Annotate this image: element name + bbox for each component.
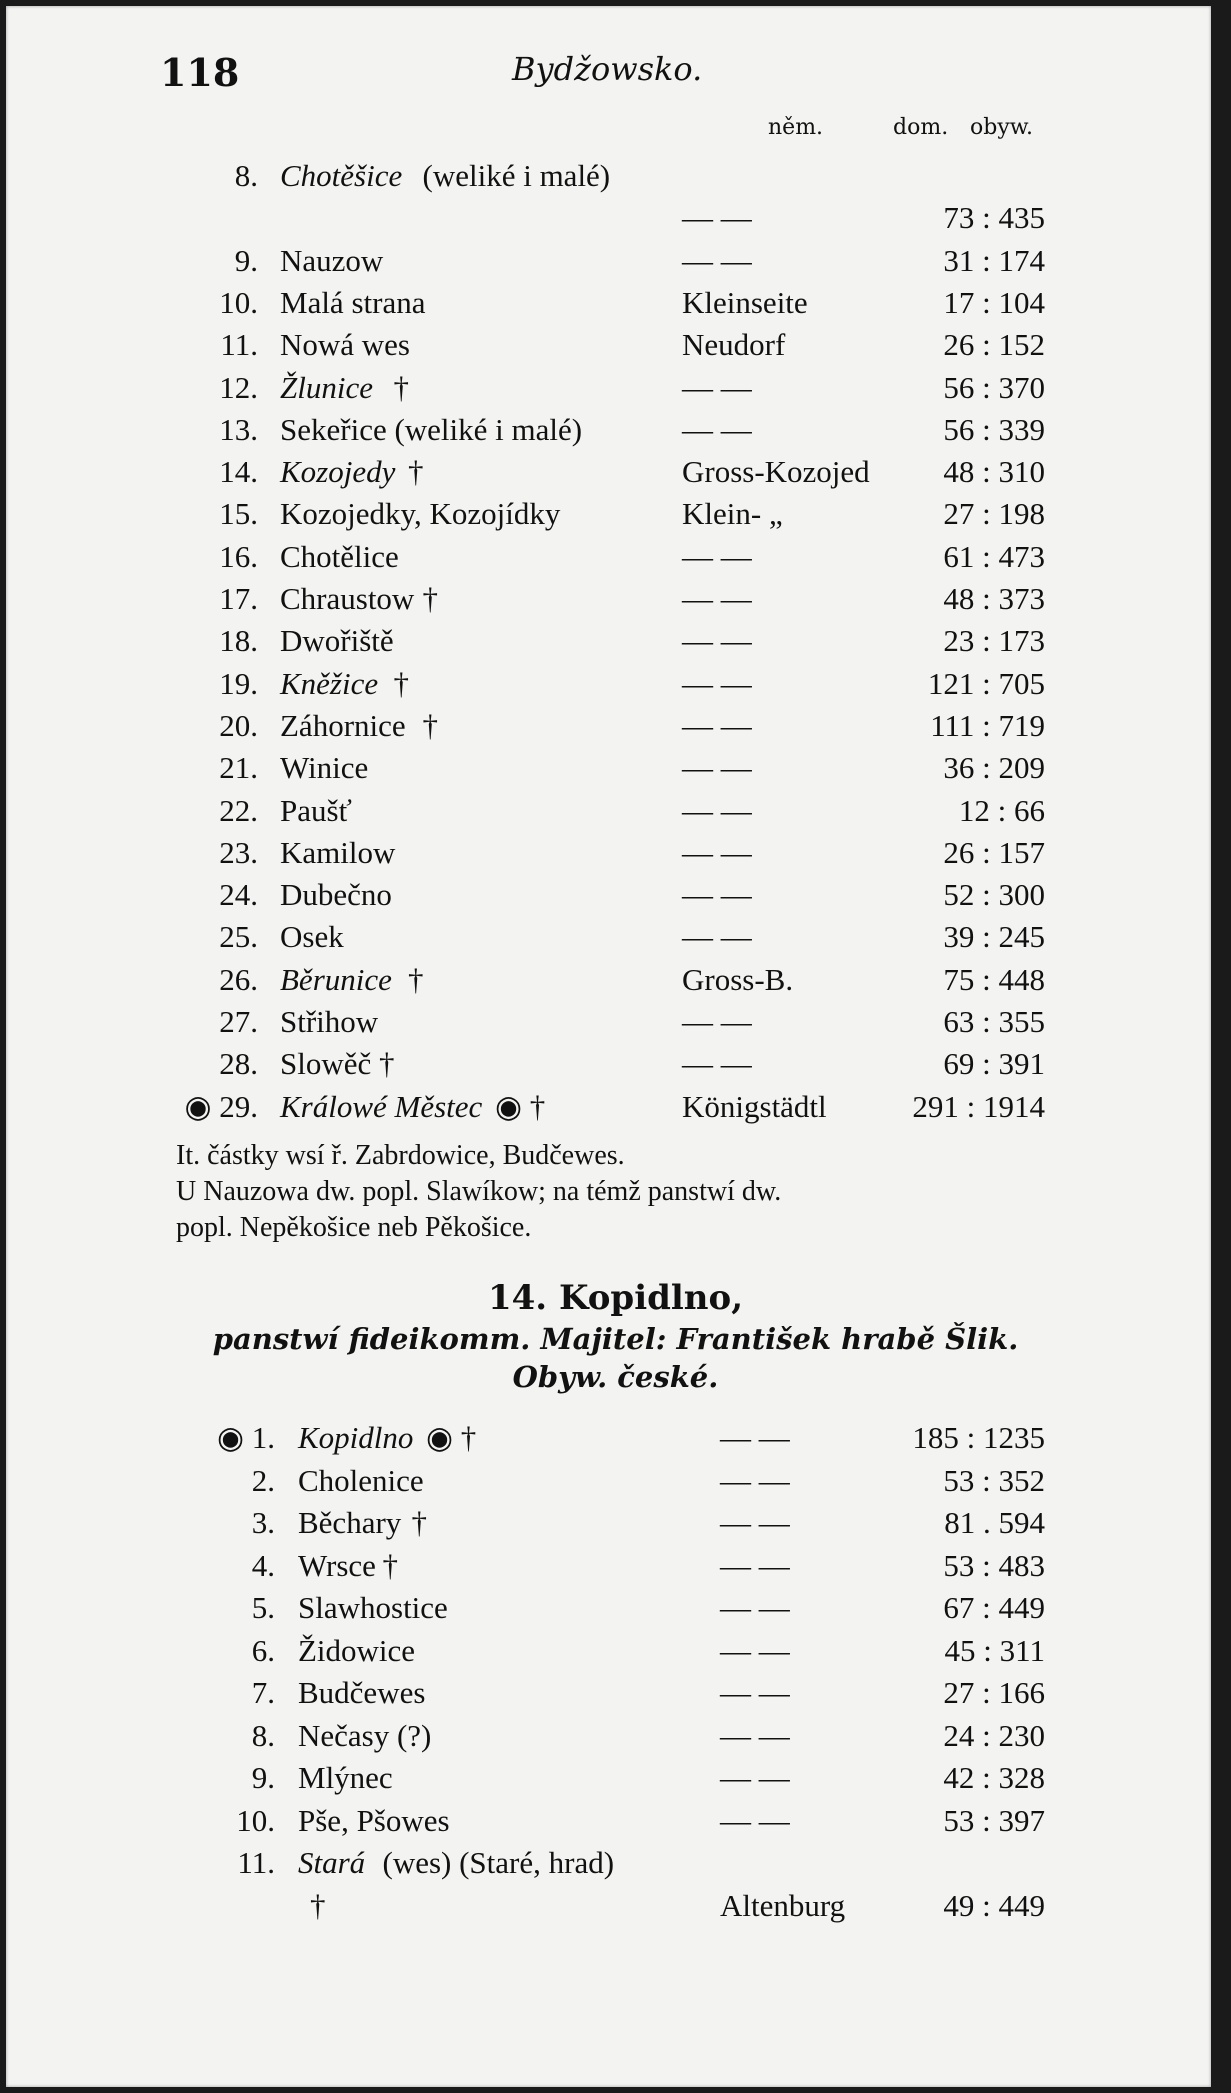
german-name: — — — [682, 538, 752, 574]
house-population-values: 53 : 483 — [943, 1547, 1045, 1583]
place-name: Žlunice — [280, 369, 373, 405]
place-name: Židowice — [298, 1632, 416, 1668]
german-name: — — — [682, 834, 752, 870]
place-note: ◉ † — [495, 1088, 546, 1124]
place-note: (weliké i malé) — [422, 158, 611, 193]
german-name: — — — [720, 1632, 790, 1668]
place-note: † — [422, 581, 438, 616]
row-number: ◉ 1. — [216, 1420, 275, 1455]
table-row — [0, 1718, 1231, 1758]
german-name: — — — [682, 242, 752, 278]
place-name: Budčewes — [298, 1675, 426, 1710]
house-population-values: 56 : 339 — [943, 411, 1045, 447]
table-row — [0, 1590, 1231, 1630]
place-note: † — [393, 369, 409, 405]
row-number: 14. — [219, 454, 258, 490]
place-name: Sekeřice (weliké i malé) — [280, 411, 583, 447]
table-row — [0, 1046, 1231, 1086]
house-population-values: 23 : 173 — [943, 623, 1045, 659]
german-name: — — — [720, 1547, 790, 1583]
table-row — [0, 327, 1231, 367]
row-number: 12. — [219, 369, 258, 405]
german-name: Königstädtl — [682, 1088, 827, 1124]
row-number: 4. — [251, 1547, 275, 1583]
house-population-values: 52 : 300 — [943, 877, 1045, 913]
place-note: † — [382, 1547, 398, 1583]
german-name: — — — [682, 369, 752, 405]
german-name: Altenburg — [720, 1887, 846, 1923]
table-row — [0, 285, 1231, 325]
german-name: — — — [682, 411, 752, 447]
german-name: — — — [682, 707, 752, 743]
german-name: Klein- „ — [682, 496, 783, 532]
table-row — [0, 1463, 1231, 1503]
place-name: Slawhostice — [298, 1590, 448, 1625]
house-population-values: 111 : 719 — [930, 707, 1045, 743]
column-header-dom: dom. — [893, 115, 949, 140]
row-number: 16. — [219, 538, 258, 574]
note-line-2: U Nauzowa dw. popl. Slawíkow; na témž panstwí dw. — [176, 1176, 782, 1207]
table-row — [0, 1845, 1231, 1885]
place-note: † — [411, 1505, 427, 1540]
place-name: Běrunice — [280, 961, 392, 997]
table-row — [0, 1675, 1231, 1715]
row-number: 18. — [219, 623, 258, 659]
german-name: Neudorf — [682, 327, 786, 363]
row-number: 21. — [219, 750, 258, 786]
row-number: 9. — [234, 242, 258, 278]
place-name: Slowěč — [280, 1046, 372, 1082]
house-population-values: 12 : 66 — [958, 792, 1045, 828]
table-row — [0, 539, 1231, 579]
column-header-obyw: obyw. — [970, 115, 1033, 140]
row-number: 19. — [219, 665, 258, 701]
table-row — [0, 1760, 1231, 1800]
place-name: Stará — [298, 1845, 366, 1880]
place-name: Cholenice — [298, 1462, 424, 1498]
house-population-values: 45 : 311 — [944, 1632, 1045, 1668]
house-population-values: 81 . 594 — [944, 1505, 1045, 1540]
table-row — [0, 793, 1231, 833]
table-row — [0, 243, 1231, 283]
table-row — [0, 835, 1231, 875]
house-population-values: 26 : 152 — [943, 327, 1045, 363]
german-name: — — — [720, 1760, 790, 1795]
row-number: 28. — [219, 1046, 258, 1082]
row-number: 8. — [234, 158, 258, 193]
row-number: 25. — [219, 919, 258, 955]
german-name: Kleinseite — [682, 284, 808, 320]
row-number: 7. — [251, 1675, 275, 1710]
row-number: 27. — [219, 1004, 258, 1039]
german-name: — — — [682, 919, 752, 955]
place-note: † — [393, 665, 409, 701]
section-2-subtitle-2: Obyw. české. — [512, 1360, 719, 1394]
table-row — [0, 750, 1231, 790]
house-population-values: 17 : 104 — [943, 284, 1045, 320]
place-note: † — [408, 961, 424, 997]
house-population-values: 24 : 230 — [943, 1717, 1045, 1753]
row-number: 2. — [251, 1462, 275, 1498]
house-population-values: 39 : 245 — [943, 919, 1045, 955]
house-population-values: 56 : 370 — [943, 369, 1045, 405]
place-name: Kozojedy — [280, 454, 396, 490]
house-population-values: 27 : 166 — [943, 1675, 1045, 1710]
german-name: — — — [682, 1004, 752, 1039]
table-row — [0, 1803, 1231, 1843]
house-population-values: 48 : 310 — [943, 454, 1045, 490]
page-number: 118 — [160, 50, 240, 95]
place-note: (wes) (Staré, hrad) — [382, 1845, 615, 1880]
german-name: — — — [720, 1505, 790, 1540]
german-name: Gross-Kozojed — [682, 454, 870, 490]
german-name: — — — [682, 623, 752, 659]
place-name: Králowé Městec — [280, 1088, 483, 1124]
german-name: — — — [682, 665, 752, 701]
running-title: Bydžowsko. — [512, 50, 703, 88]
table-row — [0, 200, 1231, 240]
place-name: Chotěšice — [280, 158, 403, 193]
section-2-title: 14. Kopidlno, — [487, 1278, 744, 1318]
row-number: 23. — [219, 834, 258, 870]
german-name: — — — [720, 1420, 790, 1455]
place-name: Nauzow — [280, 242, 384, 278]
house-population-values: 36 : 209 — [943, 750, 1045, 786]
house-population-values: 75 : 448 — [943, 961, 1045, 997]
house-population-values: 67 : 449 — [943, 1590, 1045, 1625]
german-name: — — — [682, 200, 752, 236]
row-number: 22. — [219, 792, 258, 828]
house-population-values: 48 : 373 — [943, 581, 1045, 616]
house-population-values: 26 : 157 — [943, 834, 1045, 870]
german-name: — — — [720, 1675, 790, 1710]
place-note: † — [422, 707, 438, 743]
german-name: — — — [720, 1802, 790, 1838]
table-row — [0, 1089, 1231, 1129]
german-name: — — — [720, 1717, 790, 1753]
house-population-values: 69 : 391 — [943, 1046, 1045, 1082]
table-row — [0, 1505, 1231, 1545]
place-note: † — [310, 1887, 326, 1923]
place-name: Malá strana — [280, 284, 426, 320]
german-name: — — — [720, 1462, 790, 1498]
table-row — [0, 1004, 1231, 1044]
place-name: Kozojedky, Kozojídky — [280, 496, 561, 532]
row-number: 10. — [236, 1802, 275, 1838]
place-name: Záhornice — [280, 707, 406, 743]
table-row — [0, 666, 1231, 706]
table-row — [0, 158, 1231, 198]
table-row — [0, 1633, 1231, 1673]
house-population-values: 53 : 352 — [943, 1462, 1045, 1498]
row-number: 20. — [219, 707, 258, 743]
row-number: 24. — [219, 877, 258, 913]
place-name: Kopidlno — [298, 1420, 414, 1455]
house-population-values: 121 : 705 — [927, 665, 1045, 701]
german-name: — — — [682, 581, 752, 616]
row-number: 17. — [219, 581, 258, 616]
german-name: — — — [682, 792, 752, 828]
row-number: ◉ 29. — [184, 1088, 258, 1124]
row-number: 9. — [251, 1760, 275, 1795]
row-number: 15. — [219, 496, 258, 532]
place-name: Kamilow — [280, 834, 396, 870]
table-row — [0, 623, 1231, 663]
house-population-values: 31 : 174 — [943, 242, 1045, 278]
table-row — [0, 877, 1231, 917]
place-name: Dwořiště — [280, 623, 394, 659]
table-row — [0, 708, 1231, 748]
place-note: ◉ † — [426, 1420, 477, 1455]
place-name: Chraustow — [280, 581, 415, 616]
note-line-3: popl. Nepěkošice neb Pěkošice. — [176, 1212, 532, 1243]
table-row — [0, 370, 1231, 410]
table-row — [0, 1548, 1231, 1588]
place-name: Wrsce — [298, 1547, 376, 1583]
house-population-values: 73 : 435 — [943, 200, 1045, 236]
place-name: Nečasy (?) — [298, 1717, 432, 1753]
table-row — [0, 581, 1231, 621]
place-name: Nowá wes — [280, 327, 410, 363]
house-population-values: 185 : 1235 — [912, 1420, 1045, 1455]
row-number: 3. — [251, 1505, 275, 1540]
table-row — [0, 496, 1231, 536]
note-line-1: It. částky wsí ř. Zabrdowice, Budčewes. — [176, 1140, 625, 1171]
table-row — [0, 1420, 1231, 1460]
table-row — [0, 919, 1231, 959]
row-number: 11. — [237, 1845, 275, 1880]
row-number: 26. — [219, 961, 258, 997]
german-name: — — — [682, 877, 752, 913]
place-name: Mlýnec — [298, 1760, 393, 1795]
german-name: Gross-B. — [682, 961, 794, 997]
place-name: Dubečno — [280, 877, 392, 913]
house-population-values: 291 : 1914 — [912, 1088, 1045, 1124]
house-population-values: 49 : 449 — [943, 1887, 1045, 1923]
row-number: 8. — [251, 1717, 275, 1753]
place-name: Chotělice — [280, 538, 399, 574]
german-name: — — — [720, 1590, 790, 1625]
table-row — [0, 412, 1231, 452]
place-name: Paušť — [280, 792, 352, 828]
row-number: 13. — [219, 411, 258, 447]
house-population-values: 63 : 355 — [943, 1004, 1045, 1039]
german-name: — — — [682, 750, 752, 786]
house-population-values: 27 : 198 — [943, 496, 1045, 532]
place-note: † — [408, 454, 424, 490]
place-name: Běchary — [298, 1505, 402, 1540]
place-name: Střihow — [280, 1004, 379, 1039]
row-number: 11. — [220, 327, 258, 363]
column-header-nem: něm. — [768, 115, 824, 140]
table-row — [0, 1888, 1231, 1928]
german-name: — — — [682, 1046, 752, 1082]
table-row — [0, 962, 1231, 1002]
row-number: 5. — [251, 1590, 275, 1625]
row-number: 6. — [251, 1632, 275, 1668]
place-name: Kněžice — [280, 665, 379, 701]
place-name: Osek — [280, 919, 344, 955]
house-population-values: 61 : 473 — [943, 538, 1045, 574]
row-number: 10. — [219, 284, 258, 320]
section-2-subtitle: panstwí fideikomm. Majitel: František hrabě Šlik. — [212, 1322, 1019, 1356]
house-population-values: 42 : 328 — [943, 1760, 1045, 1795]
place-name: Pše, Pšowes — [298, 1802, 450, 1838]
house-population-values: 53 : 397 — [943, 1802, 1045, 1838]
place-name: Winice — [280, 750, 369, 786]
place-note: † — [379, 1046, 395, 1082]
table-row — [0, 454, 1231, 494]
